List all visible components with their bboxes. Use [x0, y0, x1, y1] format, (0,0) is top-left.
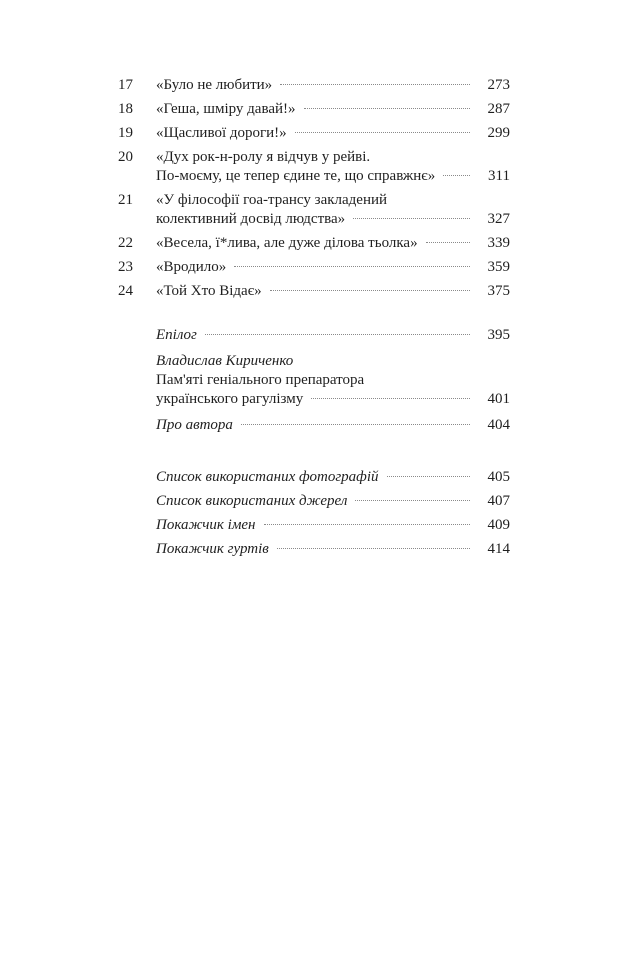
dot-leader [234, 266, 470, 267]
chapter-title: «Той Хто Відає» [156, 283, 262, 299]
chapter-title: «Щасливої дороги!» [156, 125, 287, 141]
chapter-title-line: «У філософії гоа-трансу закладений [156, 192, 388, 208]
section-title: українського рагулізму [156, 391, 304, 407]
section-title: Про автора [156, 417, 233, 433]
page-number: 414 [487, 541, 510, 557]
chapter-title: «Весела, ї*лива, але дуже ділова тьолка» [156, 235, 418, 251]
section-title-line: Пам'яті геніального препаратора [156, 372, 365, 388]
page-number: 287 [487, 101, 510, 117]
chapter-title: «Було не любити» [156, 77, 273, 93]
dot-leader [426, 242, 470, 243]
chapter-title: колективний досвід людства» [156, 211, 346, 227]
page-number: 359 [487, 259, 510, 275]
dot-leader [443, 175, 470, 176]
toc-entry-sources[interactable] [118, 492, 510, 516]
page-number: 401 [487, 391, 510, 407]
page-number: 327 [487, 211, 510, 227]
chapter-title: По-моєму, це тепер єдине те, що справжнє» [156, 168, 436, 184]
table-of-contents [118, 76, 510, 564]
dot-leader [355, 500, 470, 501]
section-gap [118, 440, 510, 468]
chapter-number: 24 [118, 283, 133, 299]
page-number: 395 [487, 327, 510, 343]
chapter-number: 17 [118, 77, 133, 93]
chapter-title-line: «Дух рок-н-ролу я відчув у рейві. [156, 149, 371, 165]
page-number: 311 [488, 168, 510, 184]
dot-leader [304, 108, 470, 109]
section-title: Епілог [156, 327, 197, 343]
toc-entry-18[interactable] [118, 100, 510, 124]
chapter-number: 21 [118, 192, 133, 208]
toc-entry-kyrychenko[interactable] [118, 352, 510, 416]
page-number: 375 [487, 283, 510, 299]
toc-entry-about-author[interactable] [118, 416, 510, 440]
toc-entry-24[interactable] [118, 282, 510, 306]
chapter-number: 22 [118, 235, 133, 251]
toc-entry-23[interactable] [118, 258, 510, 282]
section-gap [118, 306, 510, 326]
toc-entry-name-index[interactable] [118, 516, 510, 540]
dot-leader [311, 398, 470, 399]
dot-leader [264, 524, 471, 525]
author-name: Владислав Кириченко [156, 353, 294, 369]
toc-entry-22[interactable] [118, 234, 510, 258]
section-title: Покажчик гуртів [156, 541, 269, 557]
dot-leader [280, 84, 470, 85]
section-title: Список використаних джерел [156, 493, 348, 509]
dot-leader [277, 548, 470, 549]
dot-leader [205, 334, 470, 335]
chapter-number: 18 [118, 101, 133, 117]
page-number: 299 [487, 125, 510, 141]
chapter-number: 23 [118, 259, 133, 275]
dot-leader [387, 476, 471, 477]
toc-entry-21[interactable] [118, 191, 510, 234]
chapter-number: 19 [118, 125, 133, 141]
toc-entry-20[interactable] [118, 148, 510, 191]
toc-entry-17[interactable] [118, 76, 510, 100]
toc-entry-epilogue[interactable] [118, 326, 510, 350]
page-number: 407 [487, 493, 510, 509]
dot-leader [295, 132, 470, 133]
toc-entry-19[interactable] [118, 124, 510, 148]
chapter-title: «Геша, шміру давай!» [156, 101, 296, 117]
page-number: 339 [487, 235, 510, 251]
page-number: 405 [487, 469, 510, 485]
section-title: Список використаних фотографій [156, 469, 379, 485]
toc-entry-band-index[interactable] [118, 540, 510, 564]
toc-entry-photo-list[interactable] [118, 468, 510, 492]
page-number: 273 [487, 77, 510, 93]
dot-leader [353, 218, 470, 219]
page-number: 404 [487, 417, 510, 433]
section-title: Покажчик імен [156, 517, 256, 533]
chapter-title: «Вродило» [156, 259, 227, 275]
dot-leader [270, 290, 470, 291]
page-number: 409 [487, 517, 510, 533]
chapter-number: 20 [118, 149, 133, 165]
dot-leader [241, 424, 470, 425]
